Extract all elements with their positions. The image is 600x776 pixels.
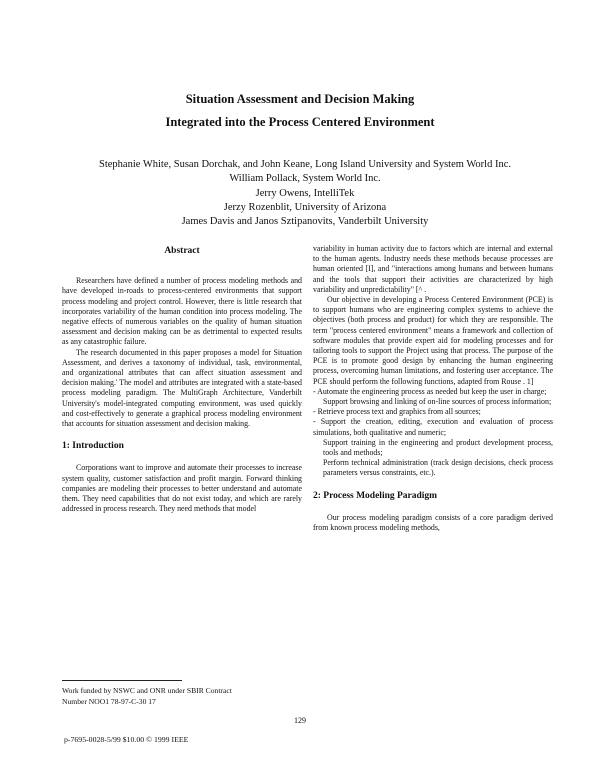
intro-paragraph: Corporations want to improve and automate their processes to increase system quality, customer satisfaction and profit margin. Forward thinking companies are modeling their processes to better understand and automate them. They need capabilities that do not exist today, and which are rarely addressed in process research. They need methods that model — [62, 463, 302, 514]
author-line: Jerry Owens, IntelliTek — [255, 187, 355, 199]
left-column — [62, 246, 302, 514]
abstract-heading: Abstract — [164, 246, 200, 256]
author-line: Stephanie White, Susan Dorchak, and John Keane, Long Island University and System World Inc. — [99, 159, 511, 170]
paper-title-line-1: Situation Assessment and Decision Making — [185, 92, 415, 106]
author-line: James Davis and Janos Sztipanovits, Vanderbilt University — [181, 216, 429, 228]
function-list-item: - Retrieve process text and graphics from all sources; — [313, 407, 481, 417]
footnote-rule — [62, 680, 182, 681]
function-list-item: - Automate the engineering process as needed but keep the user in charge; — [313, 386, 547, 396]
continuation-paragraph: variability in human activity due to factors which are internal and external to the human agents. Industry needs these methods because processes are human oriented [I], and "interactions among humans and between humans and the tools that support their activities are characterized by high variability and unpredictability" [^ . — [313, 244, 553, 294]
footnote-line: Number NOO1 78-97-C-30 17 — [62, 696, 156, 706]
footnote-line: Work funded by NSWC and ONR under SBIR Contract — [62, 686, 232, 695]
right-column — [313, 244, 553, 533]
paper-title-line-2: Integrated into the Process Centered Environment — [165, 115, 435, 129]
function-list-item: Support training in the engineering and product development process, tools and methods; — [323, 437, 553, 458]
author-line: Jerzy Rozenblit, University of Arizona — [223, 201, 387, 213]
footnote — [62, 686, 302, 707]
objective-paragraph: Our objective in developing a Process Centered Environment (PCE) is to support humans who are engineering complex systems to achieve the objectives (both process and product) for which they are responsible. The term "process centered environment" means a framework and collection of software modules that provide expert aid for modeling processes and for tailoring tools to support the Project using that process. The purpose of the PCE is to promote good design by enhancing the human engineering process, overcoming human limitations, and fostering user acceptance. The PCE should perform the following functions, adapted from Rouse . 1] — [313, 295, 553, 386]
section-1-heading: 1: Introduction — [62, 441, 124, 452]
function-list-item: Perform technical administration (track design decisions, check process parameters versus constraints, etc.). — [323, 458, 553, 478]
abstract-paragraph: Researchers have defined a number of process modeling methods and have developed in-roads to process-centered environments that support process modeling and project control. However, there is little research that incorporates variability of the human condition into process modeling. The negative effects of numerous variables on the quality of human situation assessment and decision making can be as detrimental to expected results as any catastrophic failure. — [62, 276, 302, 347]
author-line: William Pollack, System World Inc. — [229, 173, 381, 185]
function-list-item: - Support the creation, editing, execution and evaluation of process simulations, both qualitative and numeric; — [313, 417, 553, 437]
copyright-line: p-7695-0028-5/99 $10.00 © 1999 IEEE — [64, 735, 189, 744]
section-2-paragraph: Our process modeling paradigm consists of a core paradigm derived from known process modeling methods, — [313, 512, 553, 533]
function-list-item: Support browsing and linking of on-line sources of process information; — [323, 397, 552, 407]
section-2-heading: 2: Process Modeling Paradigm — [313, 490, 438, 501]
page-number: 129 — [294, 716, 306, 725]
author-block — [40, 158, 570, 229]
abstract-paragraph: The research documented in this paper proposes a model for Situation Assessment, and derives a taxonomy of individual, task, environmental, and organizational attributes that can affect situation assessment and decision making.' The model and attributes are integrated with a state-based process modeling paradigm. The MultiGraph Architecture, Vanderbilt University's model-integrated computing environment, was used quickly and cost-effectively to generate a graphical process modeling environment that accounts for situation assessment and decision making. — [62, 347, 302, 429]
